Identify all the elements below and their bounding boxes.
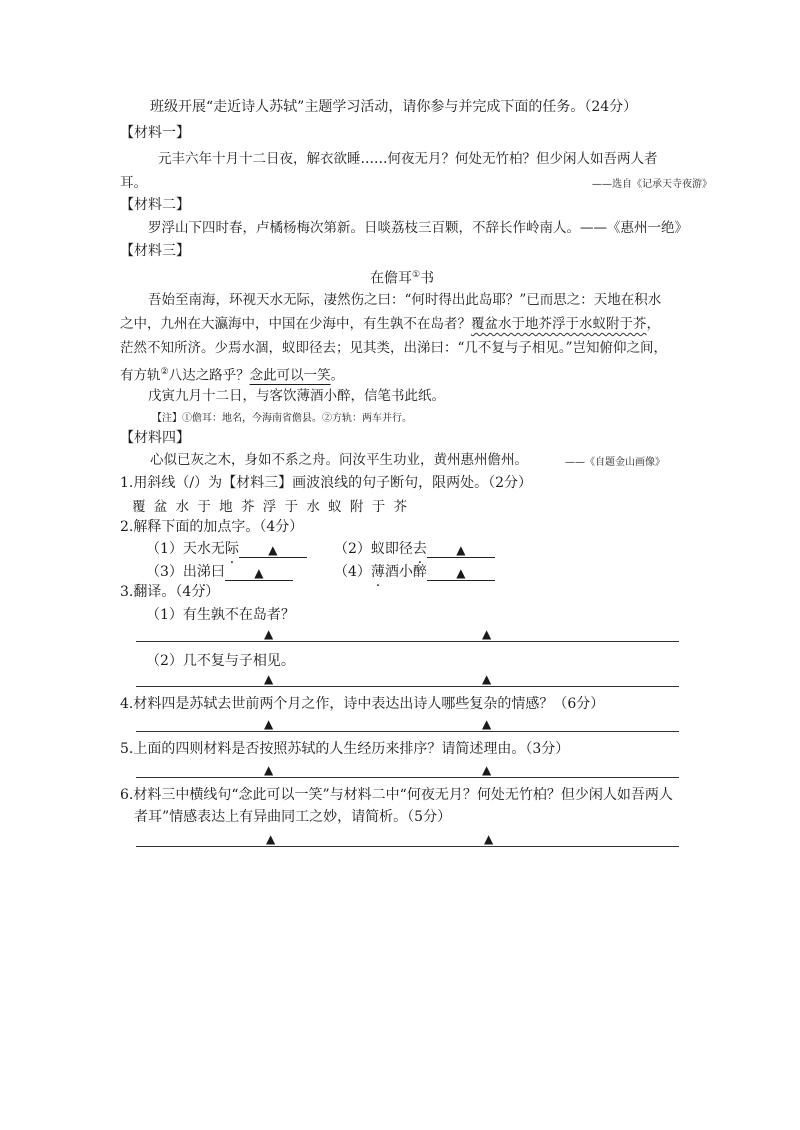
material-2-text: 罗浮山下四时春，卢橘杨梅次第新。日啖荔枝三百颗，不辞长作岭南人。——《惠州一绝》 [148, 220, 688, 236]
question-3-sentence-2: （2）几不复与子相见。 [146, 653, 295, 669]
answer-blank[interactable] [225, 564, 293, 581]
answer-blank[interactable] [239, 541, 307, 558]
triangle-marker: ▲ [266, 832, 276, 846]
material-1-header: 【材料一】 [120, 125, 190, 141]
triangle-marker: ▲ [484, 832, 494, 846]
material-3-para-1-line-1: 吾始至南海，环视天水无际，凄然伤之曰：“何时得出此岛耶？”已而思之：天地在积水 [148, 292, 662, 308]
material-4-header: 【材料四】 [120, 430, 190, 446]
triangle-marker: ▲ [456, 566, 466, 580]
material-1-line-1: 元丰六年十月十二日夜，解衣欲睡……何夜无月？何处无竹柏？但少闲人如吾两人者 [158, 151, 658, 167]
triangle-marker: ▲ [254, 566, 264, 580]
answer-line[interactable] [136, 731, 679, 732]
material-2-header: 【材料二】 [120, 197, 190, 213]
triangle-marker: ▲ [264, 763, 274, 777]
material-1-line-2: 耳。 [120, 175, 147, 191]
question-2-item-2: （2）蚁即径去 ▲ [334, 540, 495, 558]
material-3-header: 【材料三】 [120, 243, 190, 259]
answer-line[interactable] [136, 777, 679, 778]
material-4-text: 心似已灰之木，身如不系之舟。问汝平生功业，黄州惠州儋州。 [150, 452, 528, 468]
answer-blank[interactable] [427, 564, 495, 581]
triangle-marker: ▲ [482, 717, 492, 731]
answer-line[interactable] [136, 686, 679, 687]
dotted-char: 去 [412, 541, 427, 557]
material-3-para-2: 戊寅九月十二日，与客饮薄酒小醉，信笔书此纸。 [148, 388, 445, 404]
question-3: 3.翻译。（4分） [120, 584, 220, 600]
material-3-para-1-line-2: 之中，九州在大瀛海中，中国在少海中，有生孰不在岛者？覆盆水于地芥浮于水蚁附于芥， [120, 316, 660, 332]
answer-line[interactable] [136, 641, 679, 642]
question-1-sentence[interactable]: 覆 盆 水 于 地 芥 浮 于 水 蚁 附 于 芥 [132, 499, 409, 515]
answer-blank[interactable] [427, 541, 495, 558]
question-2-item-4: （4）薄酒小醉 ▲ [334, 563, 495, 581]
wavy-underlined-sentence: 覆盆水于地芥浮于水蚁附于芥 [471, 316, 647, 332]
triangle-marker: ▲ [264, 672, 274, 686]
dotted-char: 涕 [196, 564, 211, 580]
intro-text: 班级开展“走近诗人苏轼”主题学习活动，请你参与并完成下面的任务。（24分） [150, 99, 638, 115]
question-3-sentence-1: （1）有生孰不在岛者？ [146, 607, 295, 623]
question-1: 1.用斜线（/）为【材料三】画波浪线的句子断句，限两处。（2分） [120, 475, 532, 491]
question-2-item-3: （3）出涕曰 ▲ [146, 563, 293, 581]
material-3-para-1-line-3: 茫然不知所济。少焉水涸，蚁即径去；见其类，出涕曰：“几不复与子相见。”岂知俯仰之间， [120, 340, 668, 356]
answer-line[interactable] [136, 846, 679, 847]
triangle-marker: ▲ [264, 627, 274, 641]
triangle-marker: ▲ [482, 627, 492, 641]
question-2: 2.解释下面的加点字。（4分） [120, 519, 304, 535]
material-4-source: ——《自题金山画像》 [565, 457, 665, 468]
triangle-marker: ▲ [268, 543, 278, 557]
question-2-item-1: （1）天水无际 ▲ [146, 540, 307, 558]
question-4: 4.材料四是苏轼去世前两个月之作，诗中表达出诗人哪些复杂的情感？（6分） [120, 696, 605, 712]
dotted-char: 薄 [370, 564, 385, 580]
triangle-marker: ▲ [264, 717, 274, 731]
dotted-char: 际 [224, 541, 239, 557]
question-5: 5.上面的四则材料是否按照苏轼的人生经历来排序？请简述理由。（3分） [120, 741, 570, 757]
material-3-note: 【注】①儋耳：地名，今海南省儋县。②方轨：两车并行。 [152, 413, 412, 424]
triangle-marker: ▲ [482, 763, 492, 777]
material-3-para-1-line-4: 有方轨②八达之路乎？念此可以一笑。 [120, 367, 345, 384]
triangle-marker: ▲ [456, 543, 466, 557]
material-1-source: ——选自《记承天寺夜游》 [592, 179, 712, 190]
triangle-marker: ▲ [482, 672, 492, 686]
question-6-line-1: 6.材料三中横线句“念此可以一笑”与材料二中“何夜无月？何处无竹柏？但少闲人如吾两人 [120, 787, 673, 803]
underlined-sentence: 念此可以一笑 [249, 367, 331, 384]
material-3-title: 在儋耳①书 [370, 270, 435, 287]
question-6-line-2: 者耳”情感表达上有异曲同工之妙，请简析。（5分） [134, 809, 452, 825]
